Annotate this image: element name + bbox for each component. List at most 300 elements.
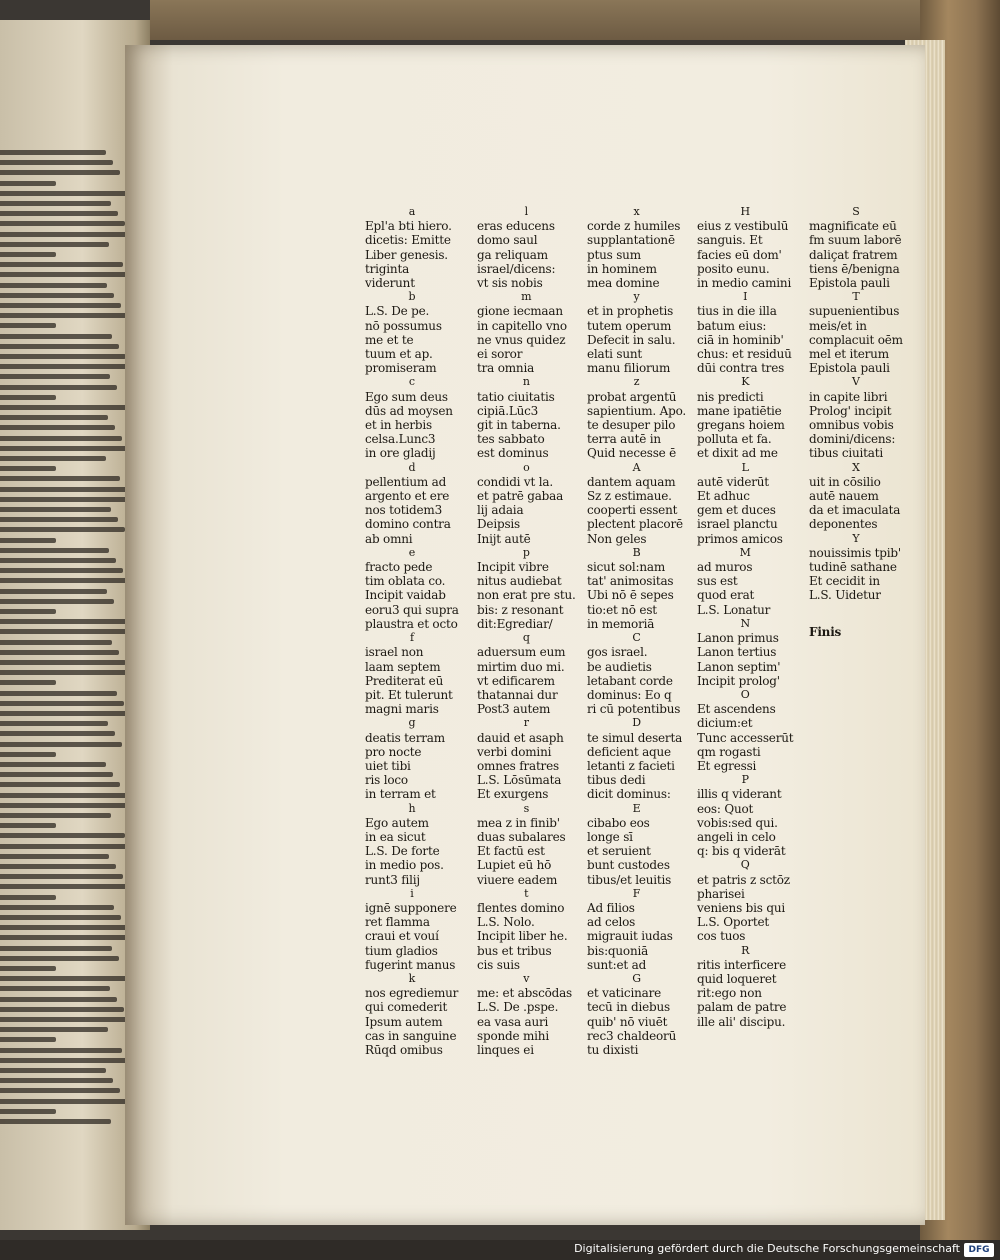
register-entry: ris loco — [365, 773, 408, 788]
facing-page-text-line — [0, 558, 116, 563]
signature-mark: O — [740, 687, 750, 701]
facing-page-text-line — [0, 731, 115, 736]
facing-page-text-line — [0, 721, 108, 726]
signature-mark: o — [523, 460, 530, 474]
register-entry: israel planctu — [697, 517, 778, 532]
register-entry: ritis interficere — [697, 957, 786, 972]
register-entry: mea domine — [587, 276, 660, 291]
facing-page-text-line — [0, 742, 122, 747]
register-entry: bunt custodes — [587, 858, 670, 873]
register-entry: Lanon primus — [697, 631, 779, 646]
register-entry: dicium:et — [697, 716, 753, 731]
register-entry: Prediterat eū — [365, 673, 444, 688]
facing-page-text-line — [0, 833, 125, 838]
facing-page-text-line — [0, 650, 119, 655]
register-entry: longe sī — [587, 829, 633, 844]
signature-mark: B — [632, 545, 641, 559]
register-entry: sicut sol:nam — [587, 560, 666, 575]
register-entry: facies eū dom' — [697, 247, 782, 262]
facing-page-text-line — [0, 334, 112, 339]
signature-mark: H — [740, 205, 750, 218]
register-entry: tuum et ap. — [365, 347, 433, 362]
register-entry: condidi vt la. — [477, 474, 553, 489]
register-entry: ei soror — [477, 347, 523, 362]
register-entry: dicit dominus: — [587, 787, 671, 802]
signature-mark: m — [521, 290, 532, 304]
register-entry: posito eunu. — [697, 261, 770, 276]
signature-mark: y — [633, 290, 640, 304]
facing-page-text-line — [0, 272, 130, 277]
facing-page-text-line — [0, 1078, 113, 1083]
facing-page-text-line — [0, 874, 123, 879]
register-entry: et in herbis — [365, 418, 432, 433]
facing-page-text-line — [0, 599, 114, 604]
facing-page-text-line — [0, 946, 112, 951]
finis-mark: Finis — [809, 624, 842, 639]
facing-page-text-line — [0, 395, 56, 400]
register-entry: craui et vouí — [365, 929, 439, 944]
signature-mark: S — [852, 205, 860, 218]
facing-page-text-line — [0, 915, 121, 920]
register-entry: domino contra — [365, 517, 451, 532]
register-entry: probat argentū — [587, 389, 677, 404]
register-entry: duas subalares — [477, 829, 566, 844]
signature-mark: C — [632, 631, 641, 645]
register-entry: ptus sum — [587, 247, 641, 262]
register-entry: et patris z sctōz — [697, 872, 790, 887]
signature-mark: c — [408, 375, 415, 389]
register-entry: tatio ciuitatis — [477, 389, 555, 404]
register-entry: omnibus vobis — [809, 418, 894, 433]
signature-mark: T — [852, 290, 860, 304]
register-entry: be audietis — [587, 659, 652, 674]
register-entry: autē nauem — [809, 489, 879, 504]
signature-mark: g — [408, 716, 416, 730]
register-entry: Tunc accesserūt — [697, 730, 794, 745]
register-entry: cis suis — [477, 957, 520, 972]
register-entry: rec3 chaldeorū — [587, 1028, 677, 1043]
facing-page-text-line — [0, 487, 127, 492]
register-entry: cas in sanguine — [365, 1028, 457, 1043]
facing-page-text-line — [0, 884, 130, 889]
signature-mark: P — [741, 773, 749, 787]
register-entry: Lanon septim' — [697, 659, 781, 674]
register-entry: pro nocte — [365, 744, 422, 759]
facing-page-text-line — [0, 813, 111, 818]
facing-page-text-line — [0, 1119, 111, 1124]
register-entry: L.S. De .pspe. — [477, 1000, 559, 1015]
register-entry: dominus: Eo q — [587, 687, 672, 702]
register-entry: sunt:et ad — [587, 957, 647, 972]
facing-page-text-line — [0, 221, 125, 226]
signature-mark: b — [408, 290, 416, 304]
facing-page-text-line — [0, 680, 56, 685]
register-entry: Incipit vaidab — [365, 588, 446, 603]
signature-mark: v — [523, 971, 530, 985]
register-entry: Sz z estimaue. — [587, 489, 672, 504]
signature-mark: h — [408, 801, 416, 815]
register-entry: magnificate eū — [809, 219, 897, 234]
register-entry: vobis:sed qui. — [697, 815, 778, 830]
register-entry: promiseram — [365, 361, 437, 376]
register-entry: letanti z facieti — [587, 758, 675, 773]
register-entry: rit:ego non — [697, 986, 762, 1001]
register-entry: dit:Egrediar/ — [477, 616, 553, 631]
register-entry: ri cū potentibus — [587, 702, 681, 717]
facing-page-text-line — [0, 640, 112, 645]
register-entry: est dominus — [477, 446, 549, 461]
signature-mark: f — [409, 631, 414, 645]
register-entry: meis/et in — [809, 318, 867, 333]
facing-page-text-line — [0, 548, 109, 553]
dfg-logo-icon: DFG — [964, 1243, 994, 1257]
register-entry: Prolog' incipit — [809, 403, 892, 418]
register-entry: in hominem — [587, 261, 657, 276]
register-entry: Incipit vibre — [477, 560, 549, 575]
register-entry: tiens ē/benigna — [809, 261, 900, 276]
signature-mark: z — [633, 375, 640, 389]
register-entry: veniens bis qui — [697, 900, 785, 915]
signature-mark: N — [740, 616, 750, 630]
register-entry: supuenientibus — [809, 304, 900, 319]
register-entry: laam septem — [365, 659, 441, 674]
signature-mark: d — [408, 460, 416, 474]
register-entry: quib' nō viuēt — [587, 1014, 668, 1029]
signature-mark: F — [632, 886, 641, 900]
facing-page-text-line — [0, 1099, 127, 1104]
register-entry: Et egressi — [697, 758, 757, 773]
register-entry: eoru3 qui supra — [365, 602, 459, 617]
register-entry: sus est — [697, 574, 738, 589]
register-entry: illis q viderant — [697, 787, 782, 802]
facing-page-text-line — [0, 854, 109, 859]
facing-page-text-line — [0, 976, 133, 981]
signature-mark: M — [739, 545, 751, 559]
signature-mark: r — [523, 716, 529, 730]
facing-page-text-line — [0, 456, 106, 461]
facing-page-text-line — [0, 782, 120, 787]
register-column — [809, 205, 903, 639]
register-entry: celsa.Lunc3 — [365, 432, 436, 447]
register-entry: cibabo eos — [587, 815, 650, 830]
register-entry: fm suum laborē — [809, 233, 902, 248]
register-entry: mea z in finib' — [477, 815, 560, 830]
register-table — [365, 205, 925, 1105]
register-entry: in terram et — [365, 787, 436, 802]
register-entry: Ubi nō ē sepes — [587, 588, 674, 603]
register-entry: nis predicti — [697, 389, 764, 404]
facing-page-text-line — [0, 956, 119, 961]
book-binding-top — [150, 0, 1000, 40]
register-entry: Incipit liber he. — [477, 929, 568, 944]
register-entry: quid loqueret — [697, 971, 777, 986]
facing-page-text-line — [0, 201, 111, 206]
facing-page-text-line — [0, 293, 114, 298]
facing-page-text-line — [0, 303, 121, 308]
register-entry: tim oblata co. — [365, 574, 446, 589]
facing-page-text-line — [0, 864, 116, 869]
register-entry: plaustra et octo — [365, 616, 458, 631]
register-entry: Epl'a bti hiero. — [365, 219, 452, 234]
register-entry: triginta — [365, 261, 410, 276]
register-entry: Et factū est — [477, 844, 545, 859]
facing-page-text-line — [0, 232, 132, 237]
register-entry: terra autē in — [587, 432, 661, 447]
register-entry: vt sis nobis — [477, 276, 543, 291]
register-entry: git in taberna. — [477, 418, 561, 433]
facing-page-text-line — [0, 925, 128, 930]
register-entry: israel/dicens: — [477, 261, 556, 276]
register-entry: Ipsum autem — [365, 1014, 443, 1029]
register-column — [587, 205, 686, 1057]
register-entry: primos amicos — [697, 531, 783, 546]
facing-page-text-line — [0, 823, 56, 828]
signature-mark: K — [741, 375, 750, 389]
facing-page-text-line — [0, 691, 117, 696]
register-entry: in memoriā — [587, 616, 655, 631]
register-entry: cos tuos — [697, 929, 746, 944]
register-entry: nouissimis tpib' — [809, 545, 901, 560]
facing-page-text-line — [0, 527, 125, 532]
register-entry: deponentes — [809, 517, 878, 532]
register-entry: lij adaia — [477, 503, 524, 518]
facing-page-text-line — [0, 415, 108, 420]
register-entry: corde z humiles — [587, 219, 681, 234]
register-entry: runt3 filij — [365, 872, 420, 887]
register-entry: da et imaculata — [809, 503, 901, 518]
facing-page-text-line — [0, 150, 106, 155]
register-entry: ne vnus quidez — [477, 332, 566, 347]
register-entry: L.S. Oportet — [697, 915, 770, 930]
register-entry: Et ascendens — [697, 702, 776, 717]
register-entry: qm rogasti — [697, 744, 761, 759]
register-entry: dauid et asaph — [477, 730, 564, 745]
facing-page-text-line — [0, 844, 132, 849]
register-entry: me et te — [365, 332, 414, 347]
register-entry: nos totidem3 — [365, 503, 443, 518]
facing-page-text-line — [0, 1048, 122, 1053]
register-entry: eos: Quot — [697, 801, 754, 816]
facing-page-text-line — [0, 497, 134, 502]
register-entry: Liber genesis. — [365, 247, 448, 262]
facing-page-text-line — [0, 1058, 129, 1063]
register-entry: viuere eadem — [477, 872, 558, 887]
facing-page-text-line — [0, 711, 131, 716]
register-entry: qui comederit — [365, 1000, 448, 1015]
facing-page-text-line — [0, 589, 107, 594]
register-entry: Ego sum deus — [365, 389, 448, 404]
register-column — [477, 205, 576, 1057]
register-entry: cooperti essent — [587, 503, 678, 518]
register-entry: verbi domini — [477, 744, 552, 759]
facing-page-text-line — [0, 211, 118, 216]
facing-page-text-line — [0, 793, 127, 798]
facing-page-text-line — [0, 660, 126, 665]
facing-page-text-line — [0, 568, 123, 573]
register-entry: mane ipatiētie — [697, 403, 782, 418]
register-entry: argento et ere — [365, 489, 450, 504]
register-entry: tes sabbato — [477, 432, 545, 447]
register-entry: ga reliquam — [477, 247, 548, 262]
signature-mark: D — [632, 716, 641, 730]
facing-page-text-line — [0, 895, 56, 900]
register-entry: letabant corde — [587, 673, 673, 688]
register-entry: tra omnia — [477, 361, 535, 376]
facing-page-text-line — [0, 313, 128, 318]
register-entry: tudinē sathane — [809, 560, 897, 575]
register-entry: bus et tribus — [477, 943, 552, 958]
register-entry: ret flamma — [365, 915, 430, 930]
signature-mark: x — [633, 205, 640, 218]
register-entry: vt edificarem — [477, 673, 555, 688]
signature-mark: q — [522, 631, 530, 645]
facing-page-text-line — [0, 374, 110, 379]
register-entry: domini/dicens: — [809, 432, 896, 447]
register-entry: L.S. Nolo. — [477, 915, 535, 930]
register-entry: te simul deserta — [587, 730, 683, 745]
facing-page-text-line — [0, 191, 134, 196]
facing-page-text-line — [0, 242, 109, 247]
register-entry: tius in die illa — [697, 304, 777, 319]
signature-mark: A — [632, 460, 641, 474]
register-entry: autē viderūt — [697, 474, 769, 489]
register-entry: L.S. Lonatur — [697, 602, 771, 617]
signature-mark: s — [523, 801, 530, 815]
register-entry: uit in cōsilio — [809, 474, 881, 489]
register-entry: in medio pos. — [365, 858, 444, 873]
register-entry: israel non — [365, 645, 424, 660]
register-entry: thatannai dur — [477, 687, 558, 702]
signature-mark: l — [524, 205, 528, 218]
register-entry: pellentium ad — [365, 474, 447, 489]
register-entry: mirtim duo mi. — [477, 659, 565, 674]
register-entry: L.S. Lōsūmata — [477, 773, 562, 788]
register-entry: Et exurgens — [477, 787, 549, 802]
register-entry: Quid necesse ē — [587, 446, 677, 461]
register-entry: flentes domino — [477, 900, 565, 915]
register-entry: sponde mihi — [477, 1028, 549, 1043]
register-entry: linques ei — [477, 1042, 534, 1057]
facing-page-text-line — [0, 517, 118, 522]
register-entry: et dixit ad me — [697, 446, 778, 461]
facing-page-text-line — [0, 752, 56, 757]
facing-page-text-line — [0, 538, 56, 543]
facing-page-text-line — [0, 1007, 124, 1012]
register-entry: bis: z resonant — [477, 602, 564, 617]
register-entry: tibus ciuitati — [809, 446, 884, 461]
register-entry: tibus/et leuitis — [587, 872, 672, 887]
facing-page-text-line — [0, 507, 111, 512]
register-entry: bis:quoniā — [587, 943, 649, 958]
register-entry: angeli in celo — [697, 829, 776, 844]
register-entry: omnes fratres — [477, 758, 559, 773]
facing-page-text-line — [0, 1037, 56, 1042]
register-entry: quod erat — [697, 588, 755, 603]
facing-page-text-line — [0, 252, 56, 257]
facing-page-text-line — [0, 446, 129, 451]
register-entry: complacuit oēm — [809, 332, 903, 347]
register-entry: Epistola pauli — [809, 361, 890, 376]
register-entry: gregans hoiem — [697, 418, 785, 433]
register-entry: gos israel. — [587, 645, 648, 660]
register-entry: tat' animositas — [587, 574, 674, 589]
register-entry: ea vasa auri — [477, 1014, 549, 1029]
register-column — [697, 205, 793, 1029]
register-entry: tio:et nō est — [587, 602, 657, 617]
facing-page-text-line — [0, 1068, 106, 1073]
signature-mark: R — [741, 943, 750, 957]
signature-mark: G — [632, 971, 641, 985]
signature-mark: V — [852, 375, 860, 389]
facing-page-text-line — [0, 609, 56, 614]
register-entry: nō possumus — [365, 318, 442, 333]
register-entry: fracto pede — [365, 560, 433, 575]
register-column — [365, 205, 459, 1057]
register-entry: L.S. Uidetur — [809, 588, 881, 603]
register-entry: Post3 autem — [477, 702, 551, 717]
register-entry: batum eius: — [697, 318, 767, 333]
register-entry: eius z vestibulū — [697, 219, 789, 234]
register-entry: in ore gladij — [365, 446, 436, 461]
register-entry: Lanon tertius — [697, 645, 777, 660]
facing-page-text-line — [0, 160, 113, 165]
register-entry: gem et duces — [697, 503, 776, 518]
register-entry: migrauit iudas — [587, 929, 673, 944]
signature-mark: E — [632, 801, 641, 815]
register-entry: me: et abscōdas — [477, 986, 573, 1001]
register-entry: fugerint manus — [365, 957, 456, 972]
facing-page-text-line — [0, 1017, 131, 1022]
facing-page-text-line — [0, 344, 119, 349]
footer-credit: Digitalisierung gefördert durch die Deutsche Forschungsgemeinschaft — [574, 1242, 960, 1255]
register-entry: in capitello vno — [477, 318, 567, 333]
signature-mark: k — [408, 971, 416, 985]
register-entry: tibus dedi — [587, 773, 646, 788]
facing-page-text-line — [0, 436, 122, 441]
signature-mark: e — [408, 545, 416, 559]
right-page — [125, 45, 925, 1225]
register-entry: deatis terram — [365, 730, 445, 745]
facing-page-text-line — [0, 181, 56, 186]
signature-mark: I — [743, 290, 748, 304]
register-entry: tutem operum — [587, 318, 672, 333]
register-entry: te desuper pilo — [587, 418, 676, 433]
register-entry: viderunt — [365, 276, 415, 291]
register-entry: uiet tibi — [365, 758, 411, 773]
register-entry: palam de patre — [697, 1000, 787, 1015]
register-entry: ciā in hominib' — [697, 332, 784, 347]
signature-mark: i — [410, 886, 414, 900]
register-entry: ab omni — [365, 531, 413, 546]
facing-page-text-line — [0, 803, 134, 808]
facing-page-text-line — [0, 364, 133, 369]
register-entry: polluta et fa. — [697, 432, 772, 447]
register-entry: sapientium. Apo. — [587, 403, 687, 418]
register-entry: daliçat fratrem — [809, 247, 898, 262]
register-entry: L.S. De forte — [365, 844, 440, 859]
facing-page-text-line — [0, 1027, 108, 1032]
register-entry: dicetis: Emitte — [365, 233, 451, 248]
facing-page-text-line — [0, 619, 128, 624]
register-entry: eras educens — [477, 219, 555, 234]
register-entry: gione iecmaan — [477, 304, 563, 319]
register-entry: elati sunt — [587, 347, 643, 362]
register-entry: pharisei — [697, 886, 745, 901]
facing-page-text-line — [0, 262, 123, 267]
register-entry: dūi contra tres — [697, 361, 785, 376]
register-entry: Epistola pauli — [809, 276, 890, 291]
facing-page-text-line — [0, 966, 56, 971]
